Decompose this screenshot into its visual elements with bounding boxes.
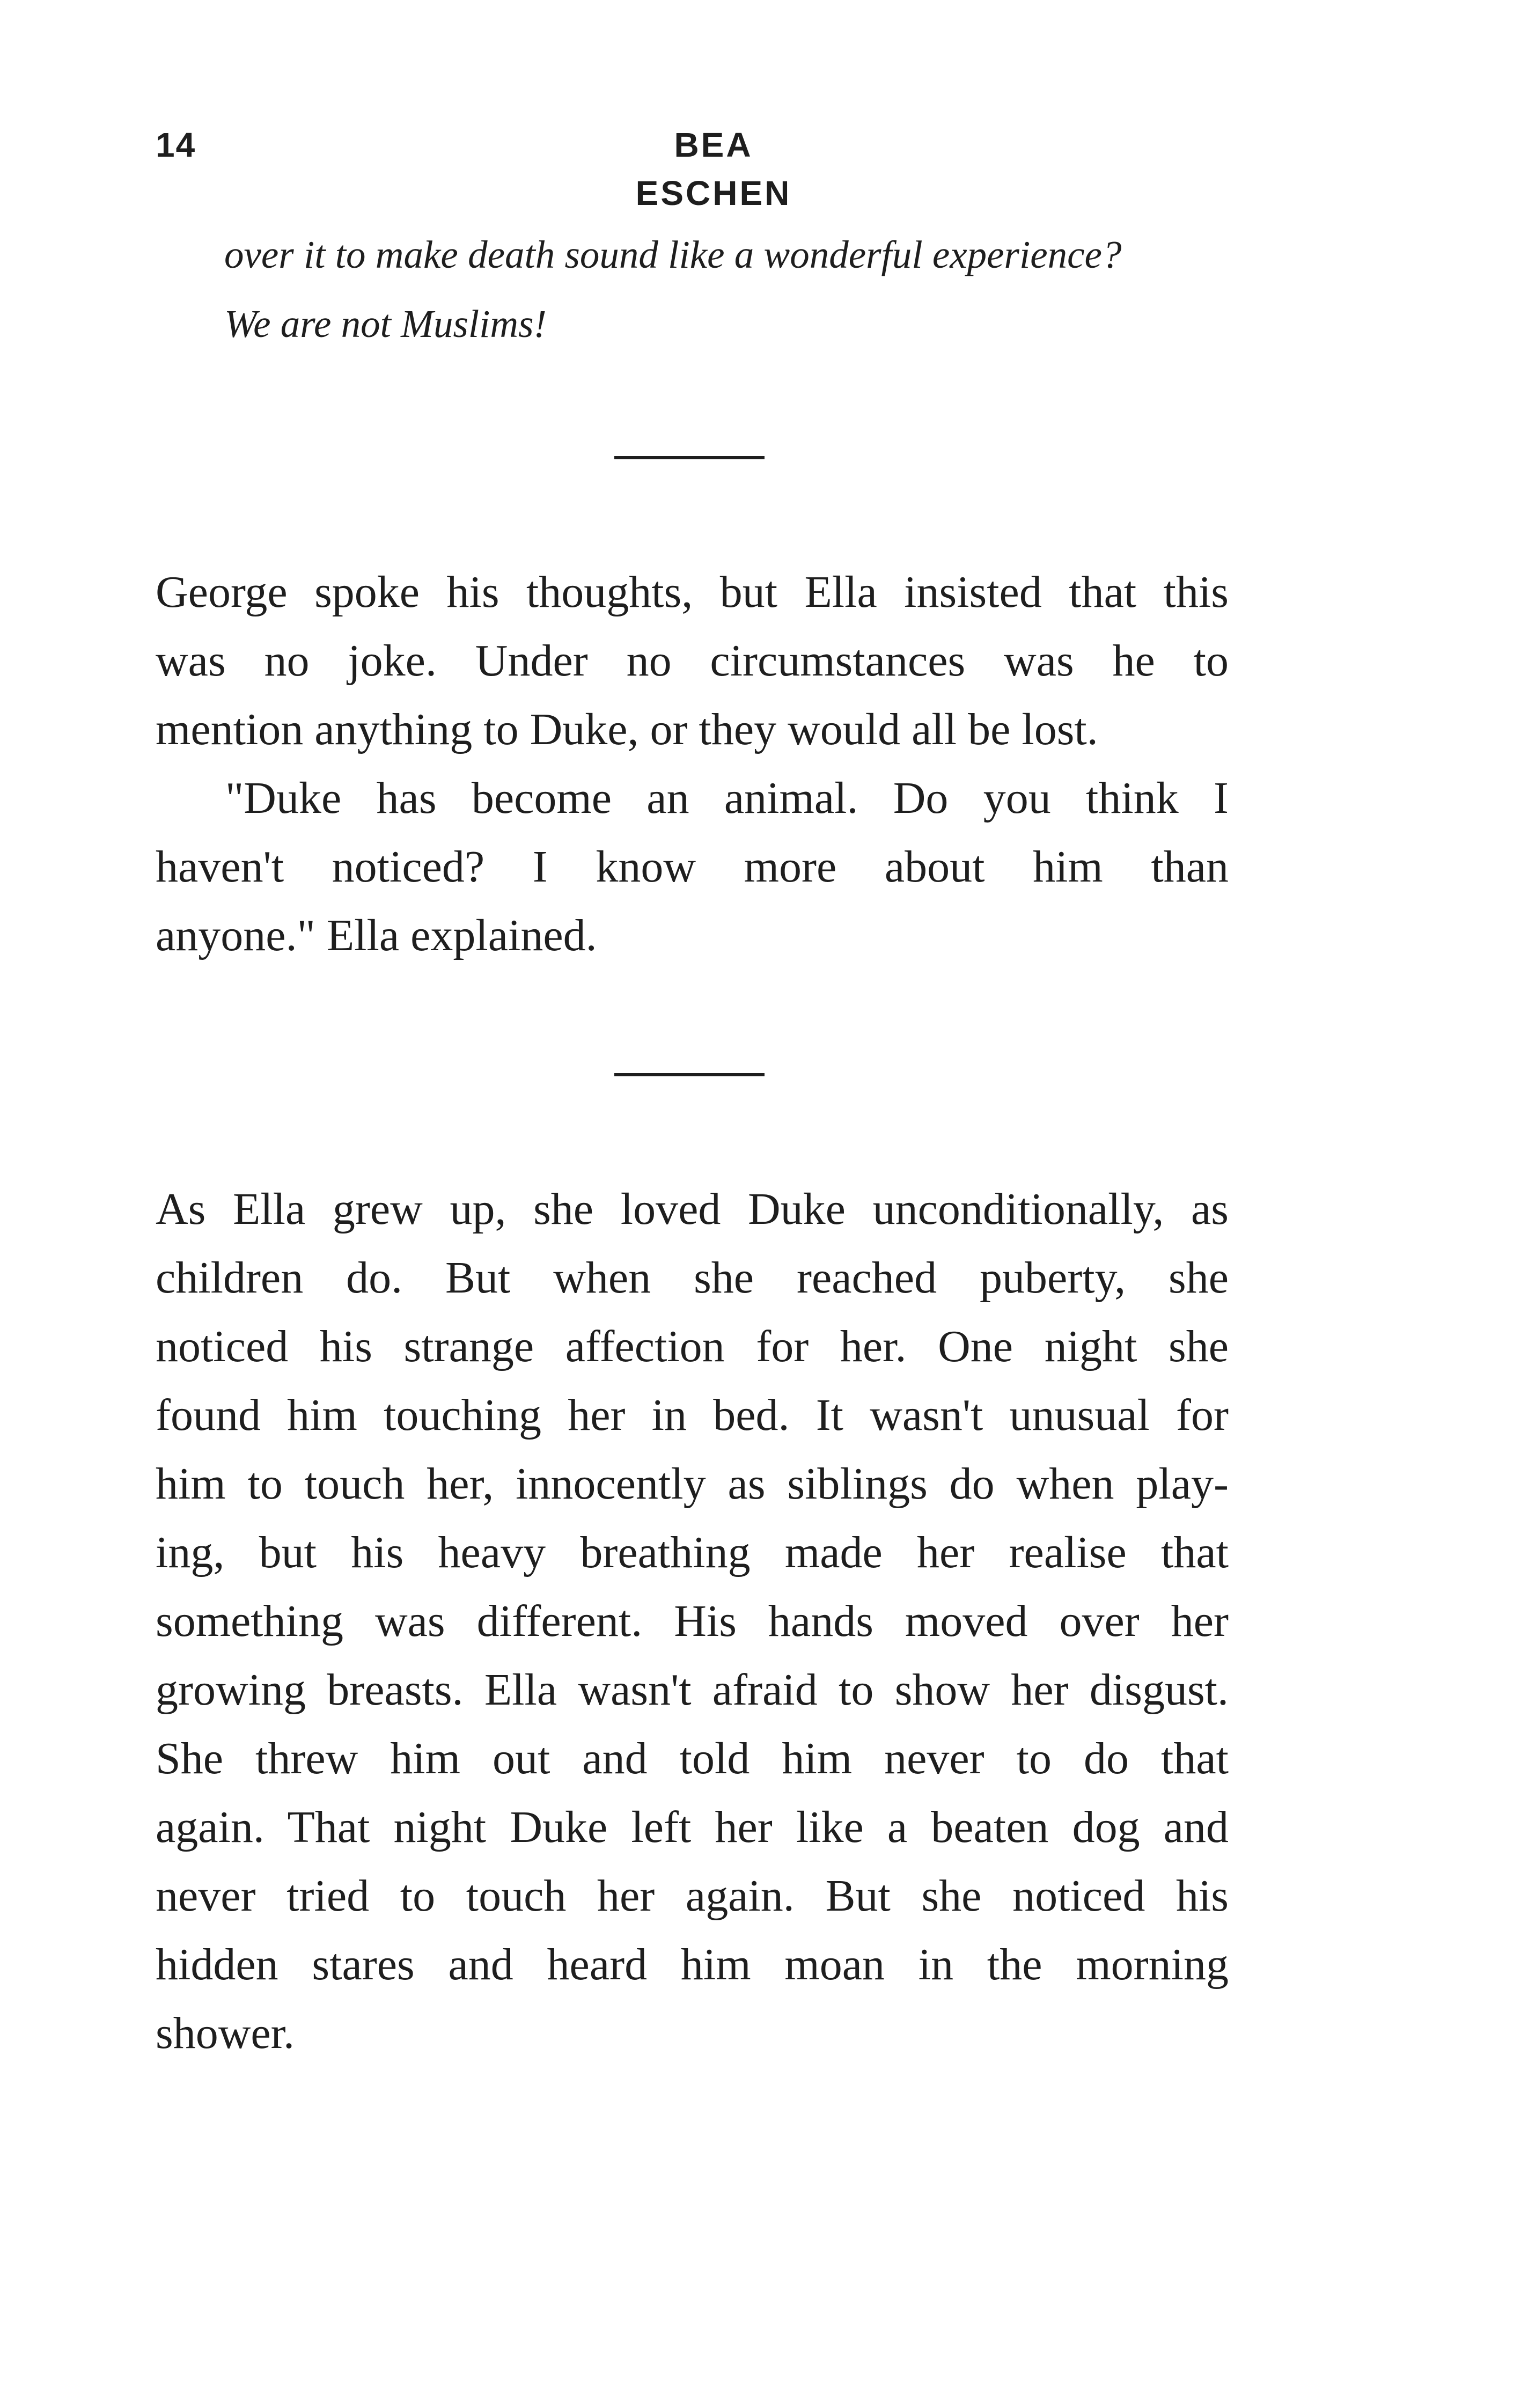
text-line: noticed his strange affection for her. One night she (156, 1322, 1229, 1371)
scene-break-rule (614, 1073, 765, 1076)
text-line: As Ella grew up, she loved Duke unconditionally, as (156, 1184, 1229, 1234)
text-line: shower. (156, 2008, 295, 2058)
text-line: found him touching her in bed. It wasn't unusual for (156, 1390, 1229, 1440)
section-2-text (156, 1175, 1229, 2068)
text-line: anyone." Ella explained. (156, 911, 597, 960)
quote-line: We are not Muslims! (224, 302, 547, 346)
text-line: George spoke his thoughts, but Ella insisted that this (156, 567, 1229, 617)
text-line: again. That night Duke left her like a beaten dog and (156, 1802, 1229, 1852)
section-1-text (156, 558, 1229, 970)
text-line: children do. But when she reached puberty, she (156, 1253, 1229, 1303)
text-line: growing breasts. Ella wasn't afraid to show her disgust. (156, 1665, 1229, 1715)
text-line: was no joke. Under no circumstances was he to (156, 636, 1229, 686)
text-line: She threw him out and told him never to do that (156, 1734, 1229, 1783)
text-line: ing, but his heavy breathing made her realise that (156, 1528, 1229, 1577)
text-line: haven't noticed? I know more about him than (156, 842, 1229, 892)
running-head-author: BEA ESCHEN (635, 126, 792, 212)
italic-quote (224, 220, 1244, 358)
text-line: never tried to touch her again. But she noticed his (156, 1871, 1229, 1921)
page-number: 14 (156, 126, 196, 164)
text-line: mention anything to Duke, or they would all be lost. (156, 704, 1098, 754)
text-line: him to touch her, innocently as siblings do when play- (156, 1459, 1229, 1509)
text-line: hidden stares and heard him moan in the morning (156, 1940, 1229, 1989)
quote-line: over it to make death sound like a wonderful experience? (224, 233, 1122, 276)
text-line: "Duke has become an animal. Do you think I (225, 773, 1229, 823)
scene-break-rule (614, 456, 765, 459)
text-line: something was different. His hands moved over her (156, 1596, 1229, 1646)
